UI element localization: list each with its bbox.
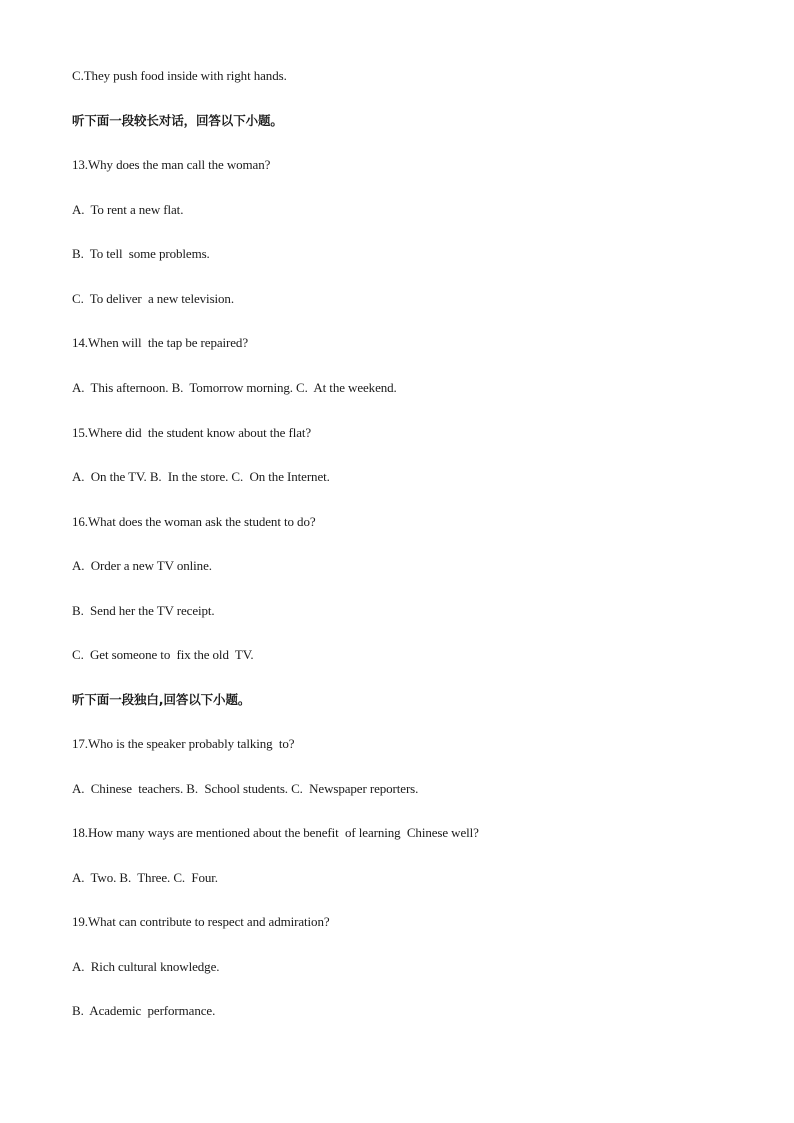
question-19: 19.What can contribute to respect and admiration? <box>72 914 330 929</box>
option-b-q13: B. To tell some problems. <box>72 246 210 261</box>
question-16: 16.What does the woman ask the student to do? <box>72 514 316 529</box>
question-14: 14.When will the tap be repaired? <box>72 335 248 350</box>
question-17: 17.Who is the speaker probably talking to? <box>72 736 295 751</box>
option-a-q19: A. Rich cultural knowledge. <box>72 959 220 974</box>
option-b-q16: B. Send her the TV receipt. <box>72 603 215 618</box>
section-heading-long-dialogue: 听下面一段较长对话，回答以下小题。 <box>72 113 283 128</box>
question-13: 13.Why does the man call the woman? <box>72 157 271 172</box>
option-a-q16: A. Order a new TV online. <box>72 558 212 573</box>
options-q14: A. This afternoon. B. Tomorrow morning. C. At the weekend. <box>72 380 397 395</box>
question-15: 15.Where did the student know about the flat? <box>72 425 312 440</box>
question-18: 18.How many ways are mentioned about the benefit of learning Chinese well? <box>72 825 479 840</box>
options-q15: A. On the TV. B. In the store. C. On the Internet. <box>72 469 330 484</box>
option-c-q16: C. Get someone to fix the old TV. <box>72 647 254 662</box>
option-b-q19: B. Academic performance. <box>72 1003 216 1018</box>
option-c-q13: C. To deliver a new television. <box>72 291 234 306</box>
options-q18: A. Two. B. Three. C. Four. <box>72 870 218 885</box>
option-a-q13: A. To rent a new flat. <box>72 202 184 217</box>
option-c-q12: C.They push food inside with right hands. <box>72 68 287 83</box>
options-q17: A. Chinese teachers. B. School students. C. Newspaper reporters. <box>72 781 419 796</box>
section-heading-monologue: 听下面一段独白,回答以下小题。 <box>72 692 251 707</box>
